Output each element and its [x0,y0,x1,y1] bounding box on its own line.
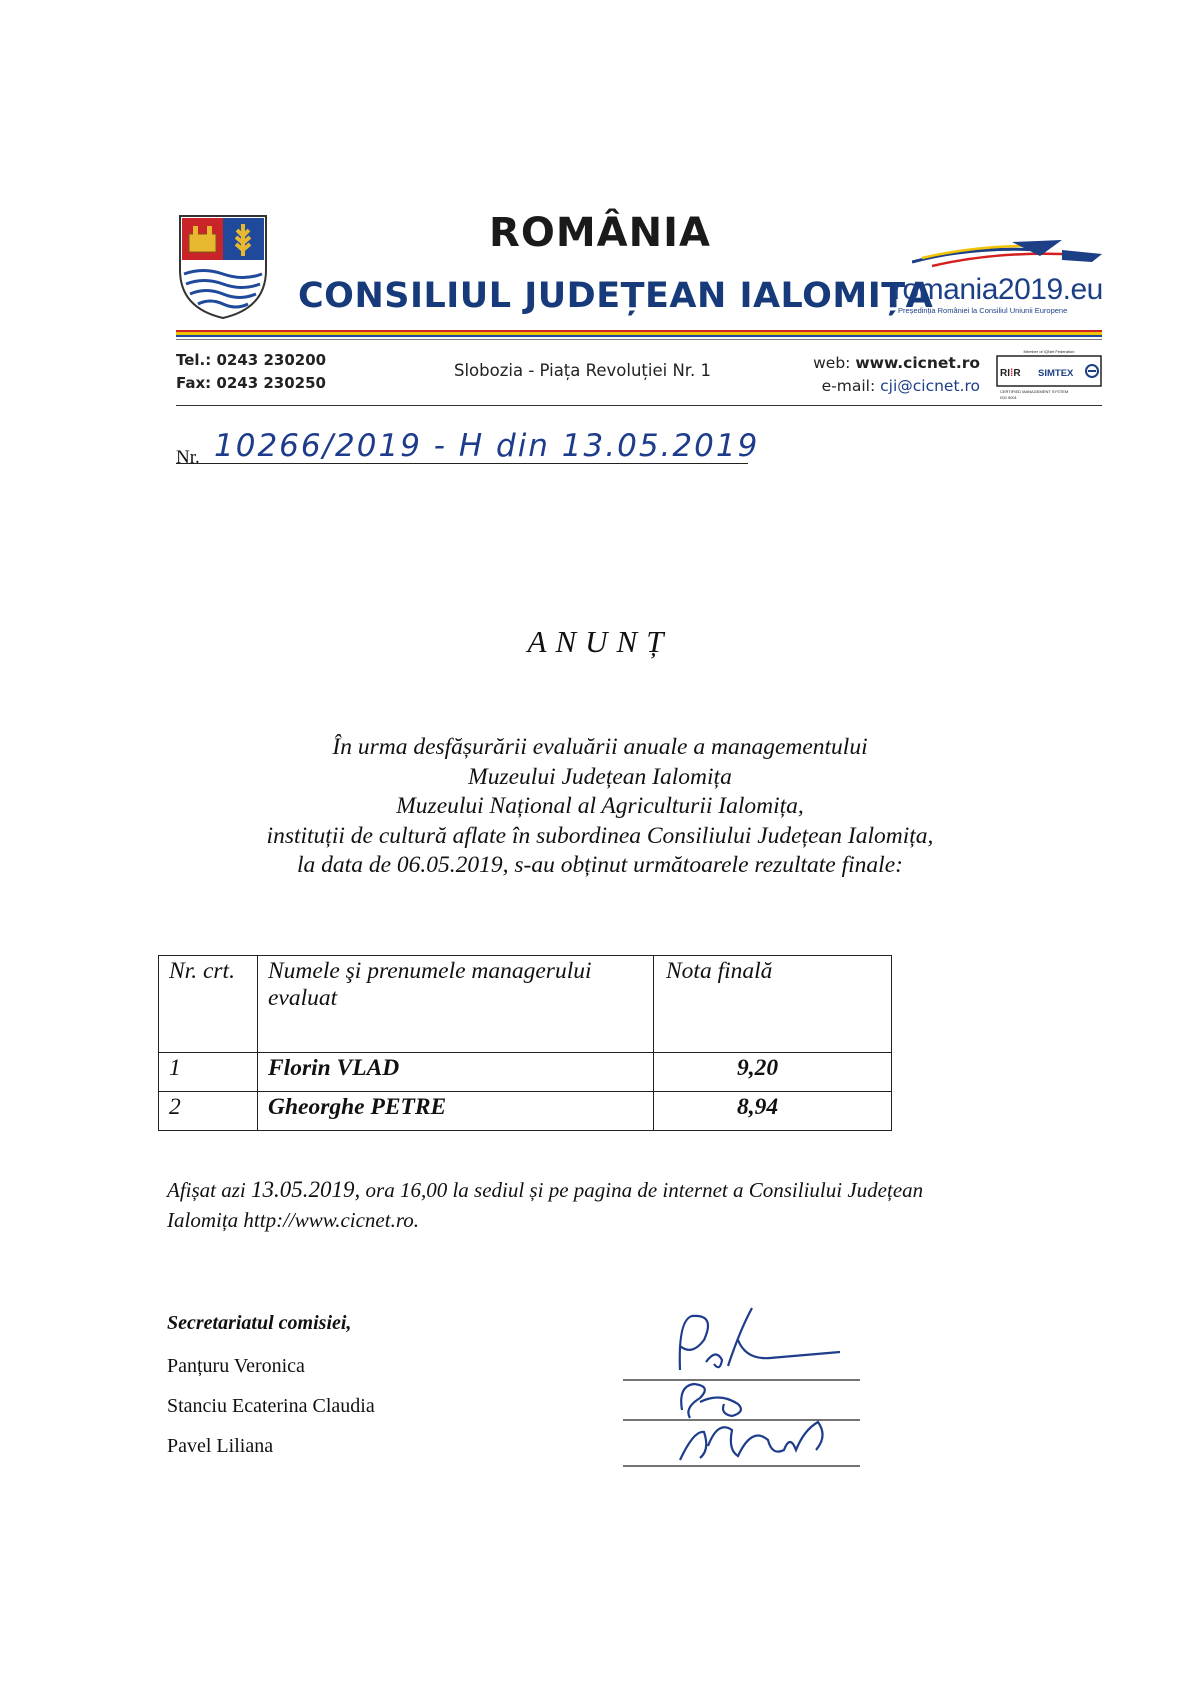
web-label: web: [813,354,856,372]
web-email-block [790,352,980,398]
intro-line: instituții de cultură aflate în subordinea Consiliului Județean Ialomița, [266,822,934,849]
eu-presidency-swoosh-icon [912,238,1102,272]
eu-presidency-subtitle: Președinția României la Consiliul Uniunii Europene [898,306,1068,315]
posting-date: 13.05.2019, [251,1177,361,1202]
results-table [158,955,892,1131]
secretariat-title: Secretariatul comisiei, [167,1312,352,1334]
header-nr: Nr. crt. [159,956,258,1053]
row-nr: 2 [159,1092,258,1131]
cert-top-text: Member of IQNet Federation [1023,349,1075,354]
table-row [159,1053,892,1092]
posting-text-b: ora 16,00 la sediul și pe pagina de internet a Consiliului Județean [360,1178,924,1202]
phone-fax-block [176,349,326,395]
cert-brand-b: R [1013,368,1021,379]
header-grade: Nota finală [654,956,892,1053]
intro-line: Muzeului Național al Agriculturii Ialomița, [396,793,804,819]
header-rule [176,405,1102,406]
cert-brand-name: SIMTEX [1038,368,1074,379]
secretariat-member: Panțuru Veronica [167,1355,305,1377]
council-heading: CONSILIUL JUDEȚEAN IALOMIȚA [298,276,934,316]
table-header-row [159,956,892,1053]
web-link[interactable]: www.cicnet.ro [855,354,980,372]
row-grade: 8,94 [654,1092,892,1131]
cert-bottom-text: CERTIFIED MANAGEMENT SYSTEM [1000,389,1069,394]
address: Slobozia - Piața Revoluției Nr. 1 [454,361,712,380]
email-link[interactable]: cji@cicnet.ro [880,377,980,395]
country-heading: ROMÂNIA [489,210,711,256]
row-name: Florin VLAD [258,1053,654,1092]
registration-underline [176,463,748,464]
row-name: Gheorghe PETRE [258,1092,654,1131]
secretariat-member: Stanciu Ecaterina Claudia [167,1395,375,1417]
fax-number: Fax: 0243 230250 [176,374,326,392]
tricolor-divider [176,330,1102,340]
registration-label: Nr. [176,447,200,468]
announcement-intro [0,733,1200,881]
posting-text-c: Ialomița http://www.cicnet.ro. [167,1208,419,1232]
svg-text:RI⁞R: RI⁞R [1000,368,1021,379]
email-label: e-mail: [821,377,881,395]
cert-iso-text: ISO 9001 [1000,395,1017,400]
row-nr: 1 [159,1053,258,1092]
intro-line: În urma desfășurării evaluării anuale a managementului [332,734,868,760]
row-grade: 9,20 [654,1053,892,1092]
eu-presidency-logo: romania2019.eu [893,273,1103,306]
posting-text-a: Afișat azi [167,1178,252,1202]
registration-number-handwritten: 10266/2019 - H din 13.05.2019 [214,428,760,464]
certification-badge-icon [996,348,1102,402]
intro-line: Muzeului Județean Ialomița [468,763,732,790]
intro-line: la data de 06.05.2019, s-au obținut următoarele rezultate finale: [297,852,903,878]
header-name: Numele şi prenumele managerului evaluat [258,956,654,1053]
secretariat-member: Pavel Liliana [167,1435,274,1457]
handwritten-signatures [620,1300,870,1470]
cert-brand-a: RI [1000,368,1010,379]
phone-number: Tel.: 0243 230200 [176,351,327,369]
announcement-title: ANUNȚ [527,624,673,659]
posting-notice [167,1175,1067,1235]
table-row [159,1092,892,1131]
